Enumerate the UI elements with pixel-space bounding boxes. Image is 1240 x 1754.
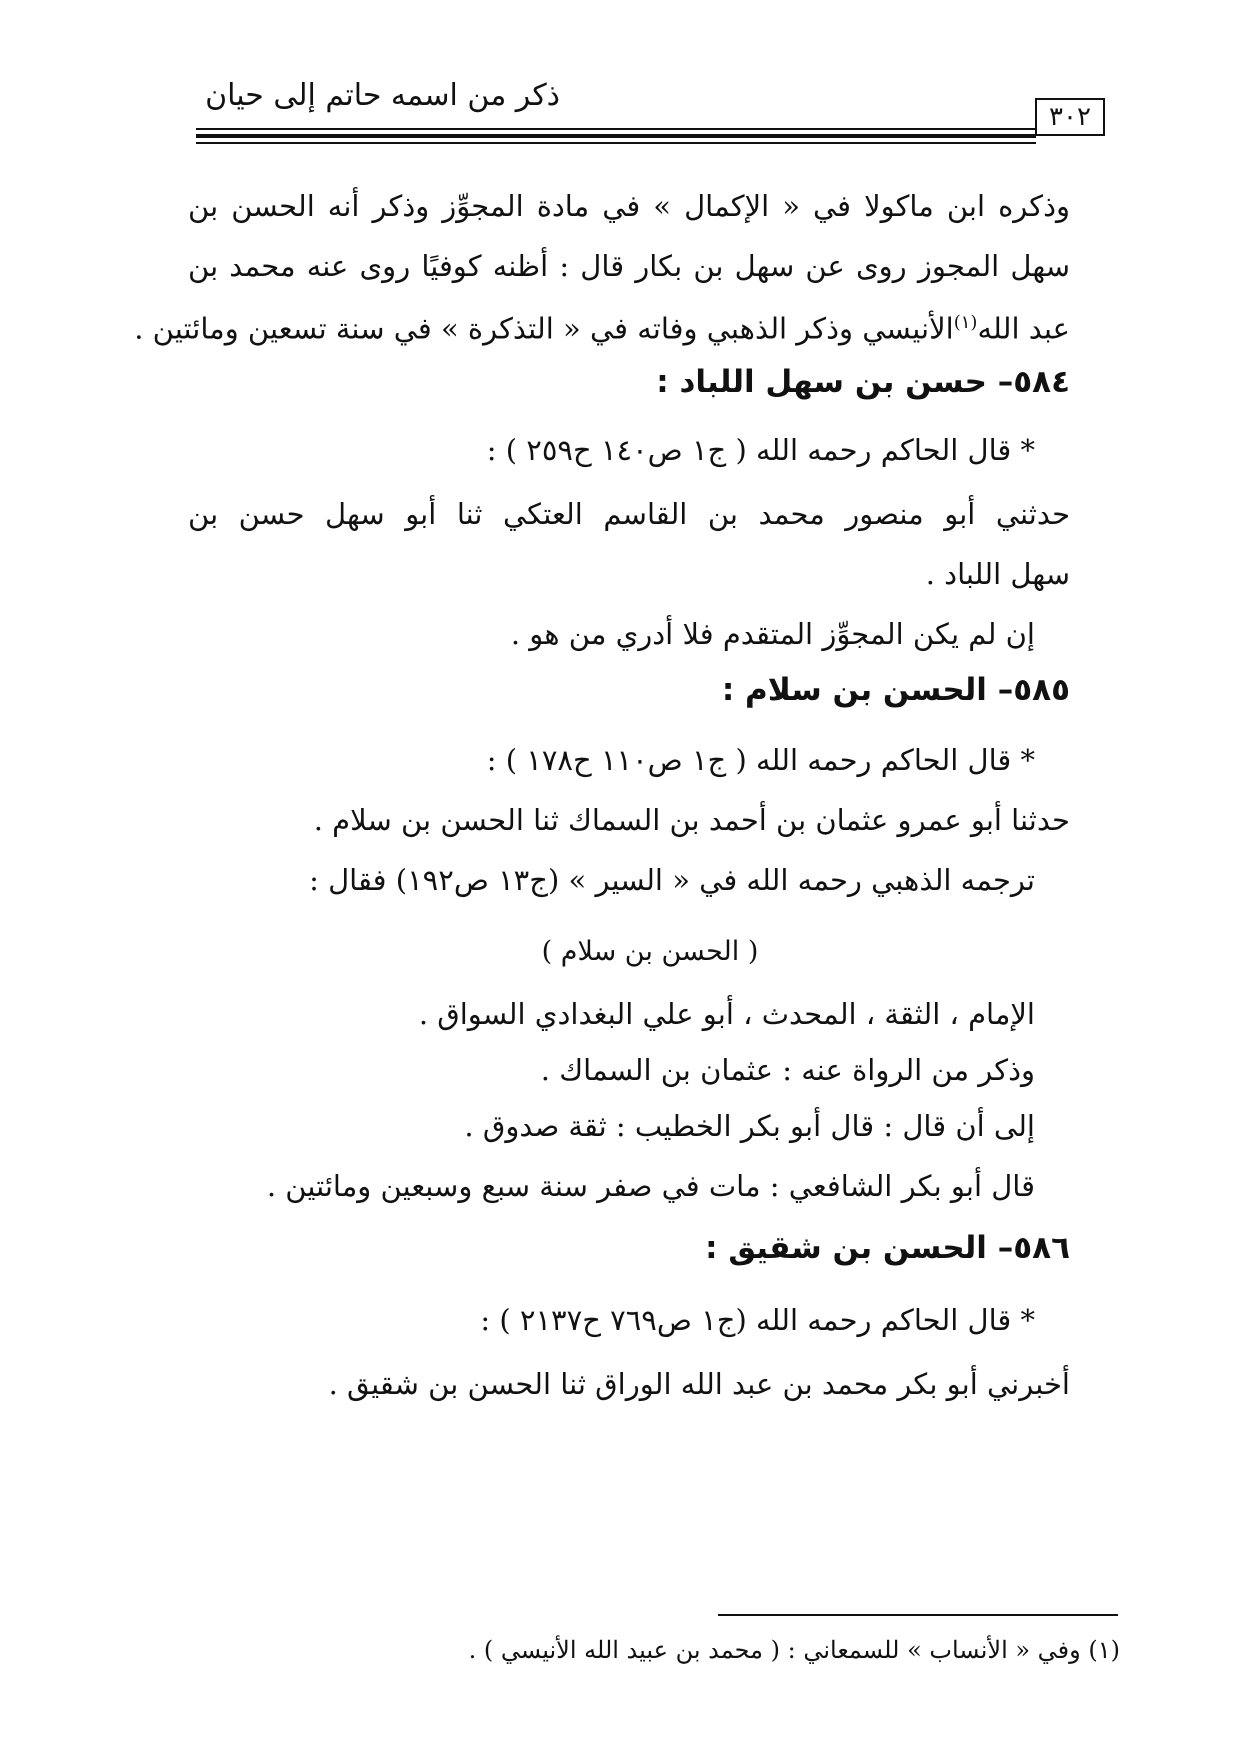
- text-span: عبد الله: [977, 311, 1070, 346]
- paragraph-line: [134, 303, 1070, 349]
- page-number: ٣٠٢: [1035, 98, 1105, 136]
- paragraph-line: حدثني أبو منصور محمد بن القاسم العتكي ثنا أبو سهل حسن بن: [188, 497, 1070, 531]
- entry-heading: ٥٨٤– حسن بن سهل اللباد :: [656, 364, 1070, 400]
- paragraph-line: سهل المجوز روى عن سهل بن بكار قال : أظنه كوفيًا روى عنه محمد بن: [188, 249, 1070, 283]
- quote-line: وذكر من الرواة عنه : عثمان بن السماك .: [540, 1053, 1035, 1087]
- paragraph-line: أخبرني أبو بكر محمد بن عبد الله الوراق ثنا الحسن بن شقيق .: [328, 1367, 1070, 1401]
- paragraph-line: سهل اللباد .: [925, 557, 1070, 591]
- quote-title: ( الحسن بن سلام ): [541, 936, 759, 967]
- running-title: ذكر من اسمه حاتم إلى حيان: [205, 78, 560, 113]
- text-span: الأنيسي وذكر الذهبي وفاته في « التذكرة » في سنة تسعين ومائتين .: [134, 311, 954, 346]
- footnote: (١) وفي « الأنساب » للسمعاني : ( محمد بن عبيد الله الأنيسي ) .: [468, 1636, 1120, 1664]
- citation-line: * قال الحاكم رحمه الله ( ج١ ص١٤٠ ح٢٥٩ ) :: [486, 433, 1035, 467]
- paragraph-line: إن لم يكن المجوِّز المتقدم فلا أدري من هو .: [510, 617, 1035, 651]
- citation-line: * قال الحاكم رحمه الله (ج١ ص٧٦٩ ح٢١٣٧ ) :: [480, 1303, 1035, 1337]
- header-rule: [196, 142, 1036, 144]
- paragraph-line: وذكره ابن ماكولا في « الإكمال » في مادة المجوِّز وذكر أنه الحسن بن: [188, 189, 1070, 223]
- footnote-marker: (١): [953, 312, 978, 333]
- paragraph-line: حدثنا أبو عمرو عثمان بن أحمد بن السماك ثنا الحسن بن سلام .: [313, 803, 1070, 837]
- quote-line: قال أبو بكر الشافعي : مات في صفر سنة سبع وسبعين ومائتين .: [266, 1169, 1035, 1203]
- header-rule: [196, 128, 1036, 130]
- citation-line: * قال الحاكم رحمه الله ( ج١ ص١١٠ ح١٧٨ ) :: [486, 743, 1035, 777]
- header-rule: [196, 134, 1036, 138]
- entry-heading: ٥٨٦– الحسن بن شقيق :: [705, 1230, 1070, 1266]
- quote-line: إلى أن قال : قال أبو بكر الخطيب : ثقة صدوق .: [464, 1109, 1035, 1143]
- entry-heading: ٥٨٥– الحسن بن سلام :: [721, 672, 1070, 708]
- footnote-rule: [718, 1614, 1118, 1616]
- paragraph-line: ترجمه الذهبي رحمه الله في « السير » (ج١٣ ص١٩٢) فقال :: [309, 863, 1035, 897]
- quote-line: الإمام ، الثقة ، المحدث ، أبو علي البغدادي السواق .: [418, 997, 1035, 1031]
